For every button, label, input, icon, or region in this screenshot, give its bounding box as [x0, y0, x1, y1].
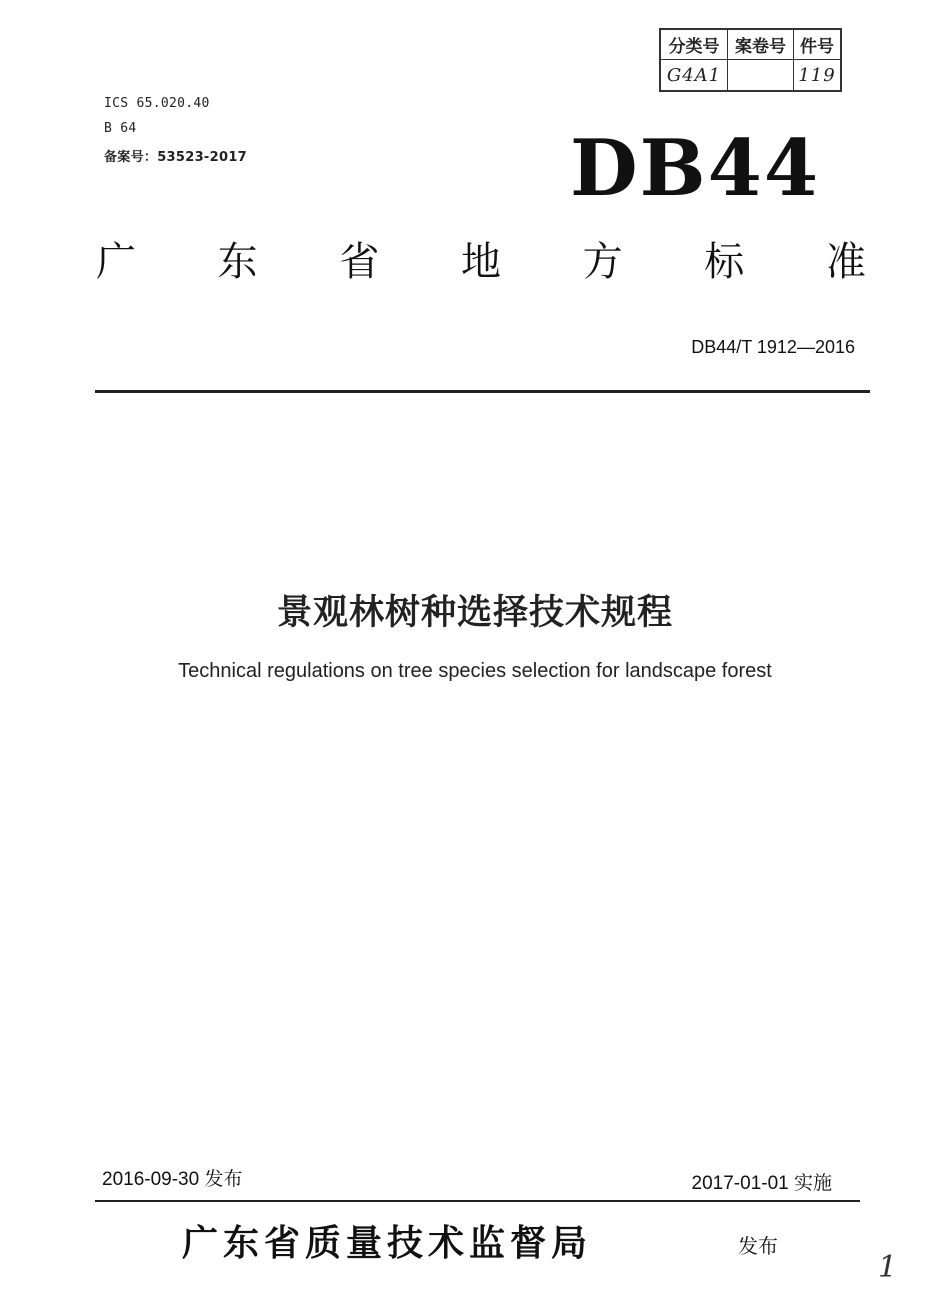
ccs-code: B 64 — [104, 121, 137, 136]
issue-date: 2016-09-30 发布 — [102, 1169, 243, 1190]
standard-type-title — [96, 239, 866, 285]
archive-stamp — [659, 28, 842, 92]
stamp-value-item: 119 — [798, 64, 836, 86]
document-title-zh: 景观林树种选择技术规程 — [276, 593, 673, 633]
db44-logo: DB44 — [570, 123, 821, 214]
filing-number: 备案号：53523-2017 — [104, 150, 248, 165]
top-divider — [95, 390, 870, 393]
stamp-value-file — [728, 60, 794, 90]
title-char: 东 — [217, 239, 258, 285]
title-char: 标 — [704, 239, 745, 285]
issuing-authority: 广东省质量技术监督局 — [182, 1222, 593, 1264]
title-char: 准 — [825, 239, 866, 285]
stamp-header-category: 分类号 — [661, 30, 728, 60]
bottom-divider — [95, 1200, 860, 1202]
standard-code: DB44/T 1912—2016 — [691, 337, 855, 357]
title-char: 省 — [339, 239, 380, 285]
stamp-value-category: G4A1 — [661, 60, 728, 90]
title-char: 方 — [582, 239, 623, 285]
title-char: 地 — [460, 239, 501, 285]
effective-date: 2017-01-01 实施 — [691, 1173, 832, 1194]
ics-code: ICS 65.020.40 — [104, 96, 210, 111]
title-char: 广 — [96, 239, 136, 285]
page-mark: 1 — [878, 1250, 898, 1285]
document-title-en: Technical regulations on tree species selection for landscape forest — [178, 660, 772, 682]
issuer-label: 发布 — [738, 1234, 778, 1258]
stamp-header-file: 案卷号 — [728, 30, 794, 60]
stamp-header-item: 件号 — [794, 30, 840, 60]
